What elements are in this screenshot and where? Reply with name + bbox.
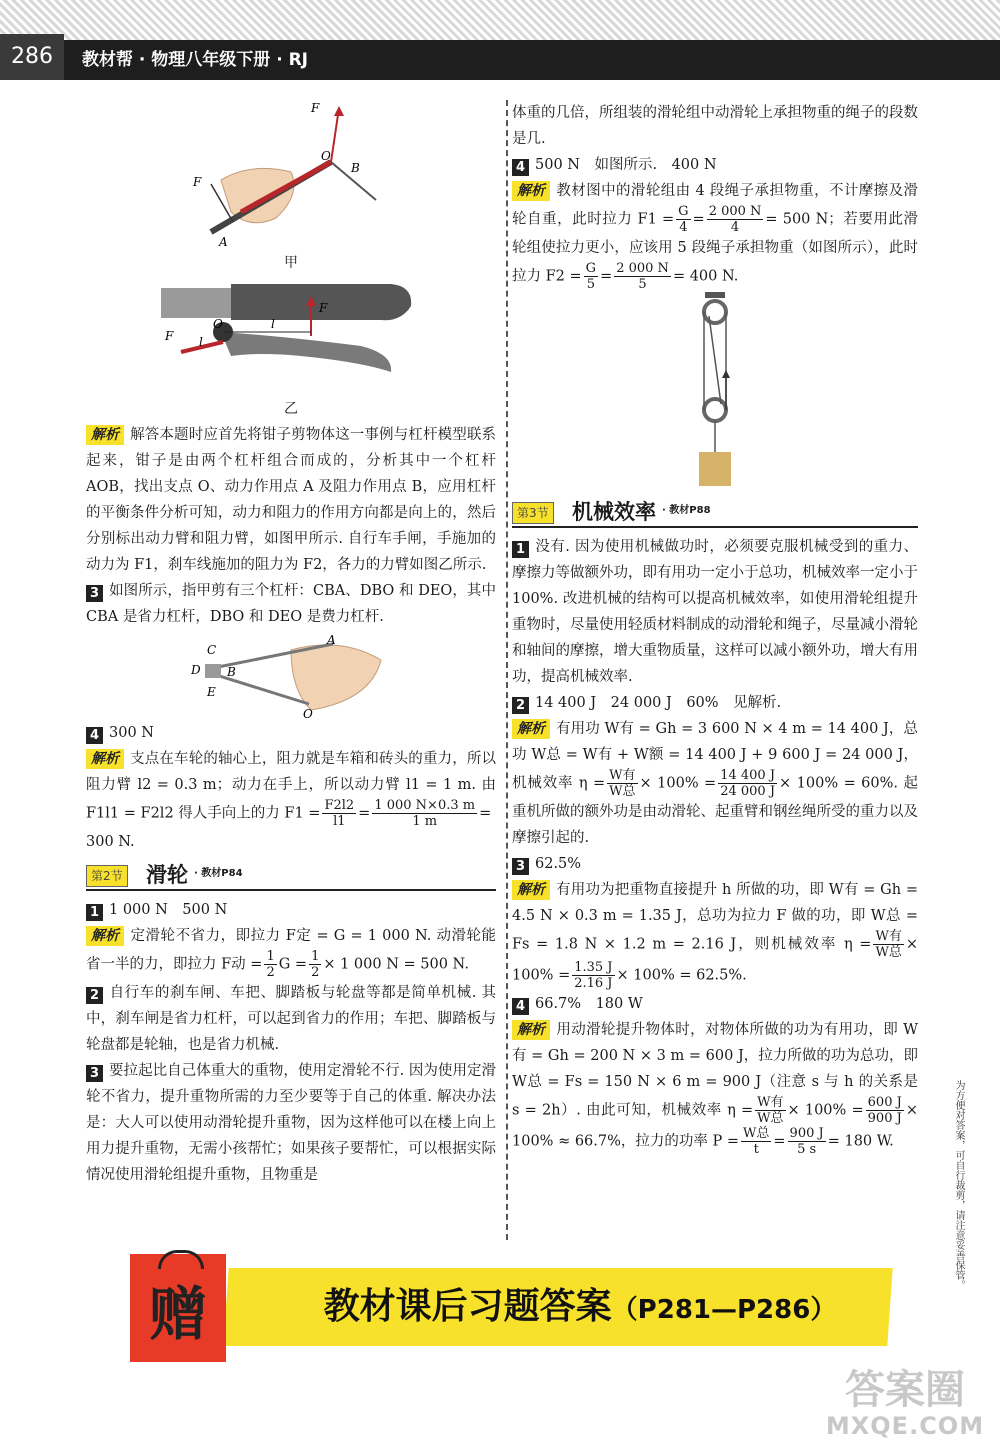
q4-result: 300 N. — [86, 834, 135, 850]
fraction: $\frac{1}{2}$ — [311, 949, 320, 980]
s3-q3-analysis: 解析 有用功为把重物直接提升 h 所做的功，即 W有 = Gh = 4.5 N × 0.3 m = 1.35 J，总功为拉力 F 做的功，即 W总 = Fs = 1.8 N × 1.2 m = 2.16 J，则机械效率 η = $\frac{\text{W有}}{\text{W总}}$ × 100% = $\frac{1.35 J}{2.16 J}$ × 100% = 62.5%. — [512, 882, 918, 991]
pliers-figure — [181, 100, 401, 250]
fig-label-F1: F — [193, 175, 202, 189]
fig-label-A: A — [219, 235, 228, 249]
brake-figure — [161, 276, 421, 396]
s3-q4: 4 66.7% 180 W — [512, 991, 918, 1017]
section-title: 机械效率 — [572, 500, 656, 524]
left-column — [86, 100, 496, 1188]
gift-box-icon — [130, 1254, 226, 1362]
section-ref: · 教材P84 — [194, 868, 243, 879]
s2-q2: 2 自行车的刹车闸、车把、脚踏板与轮盘等都是简单机械. 其中，刹车闸是省力杠杆，可以起到省力的作用；车把、脚踏板与轮盘都是轮轴，也是省力机械. — [86, 985, 496, 1053]
gift-bow-icon — [158, 1250, 204, 1269]
fig-label-E: E — [207, 685, 216, 699]
fig-label-Oc: O — [303, 707, 313, 720]
s2-q4: 4 500 N 如图所示. 400 N — [512, 152, 918, 178]
fig-yi-caption: 乙 — [284, 401, 298, 417]
fig-label-Ac: A — [327, 633, 336, 647]
q4-analysis: 解析 支点在车轮的轴心上，阻力就是车箱和砖头的重力，所以阻力臂 l2 = 0.3 m；动力在手上，所以动力臂 l1 = 1 m. 由F1l1 = F2l2 得人手向上的力 F1 = $\frac{F2l2}{l1}$ = $\frac{1 000 N\times 0.3 m}{1 m}$ = — [86, 751, 496, 829]
section-2-heading — [86, 859, 496, 891]
fig-label-C: C — [207, 643, 217, 657]
fig-label-F2b: F — [165, 329, 174, 343]
s2-q3-continued: 体重的几倍，所组装的滑轮组中动滑轮上承担物重的绳子的段数是几. — [512, 105, 918, 147]
fraction: $\frac{14 400 J}{24 000 J}$ — [720, 768, 776, 799]
s2-q3: 3 要拉起比自己体重大的重物，使用定滑轮不行. 因为使用定滑轮不省力，提升重物所需的力至少要等于自己的体重. 解决办法是：大人可以使用动滑轮提升重物，因为这样他可以在楼上向上用力提升重物，无需小孩帮忙；如果孩子要帮忙，可以根据实际情况使用滑轮组提升重物，且物重是 — [86, 1063, 496, 1183]
fraction: $\frac{\text{W有}}{\text{W总}}$ — [609, 768, 636, 799]
fraction: $\frac{2 000 N}{5}$ — [616, 261, 669, 292]
section-3-heading — [512, 496, 918, 528]
watermark-line1: 答案圈 — [845, 1367, 965, 1413]
fraction: $\frac{1}{2}$ — [266, 949, 275, 980]
analysis-tag: 解析 — [86, 425, 124, 445]
fraction: $\frac{600 J}{900 J}$ — [867, 1095, 902, 1126]
section-title: 滑轮 — [146, 863, 188, 887]
s3-q2-analysis: 解析 有用功 W有 = Gh = 3 600 N × 4 m = 14 400 J，总功 W总 = W有 + W额 = 14 400 J + 9 600 J = 24 000 J，机械效率 η = $\frac{\text{W有}}{\text{W总}}$ × 100% = $\frac{14 400 J}{24 000 J}$ × 100% = 60%. 起重机所做的额外功是由动滑轮、起重臂和钢丝绳所受的重力以及摩擦引起的. — [512, 721, 918, 846]
q4-number: 4 — [86, 727, 103, 744]
banner-range: （P281—P286） — [611, 1295, 837, 1325]
s2-q1-analysis: 解析 定滑轮不省力，即拉力 F定 = G = 1 000 N. 动滑轮能省一半的力，即拉力 F动 = $\frac{1}{2}$ G = $\frac{1}{2}$ × 1 000 N = 500 N. — [86, 928, 496, 980]
s3-q3: 3 62.5% — [512, 851, 918, 877]
fig-label-l2: l — [199, 335, 203, 349]
book-title: 教材帮 · 物理八年级下册 · RJ — [82, 50, 309, 70]
watermark — [820, 1368, 990, 1440]
q3: 3 如图所示，指甲剪有三个杠杆：CBA、DBO 和 DEO，其中 CBA 是省力杠杆，DBO 和 DEO 是费力杠杆. — [86, 583, 496, 625]
header-stripe — [0, 0, 1000, 40]
q4: 4 300 N — [86, 720, 496, 746]
fig-label-Bc: B — [227, 665, 236, 679]
fig-label-B: B — [351, 161, 360, 175]
fraction: $\frac{\text{W总}}{t}$ — [743, 1126, 770, 1157]
fig-label-Ob: O — [213, 317, 223, 331]
fraction: $\frac{900 J}{5 s}$ — [789, 1126, 824, 1157]
side-note: 为方便对答案，可自行裁剪，请注意妥善保管。 — [953, 1080, 964, 1290]
fig-label-F2: F — [311, 101, 320, 115]
fraction: $\frac{1.35 J}{2.16 J}$ — [574, 960, 613, 991]
column-divider — [506, 100, 508, 1240]
fraction: $\frac{G}{5}$ — [585, 261, 597, 292]
q3-number: 3 — [86, 585, 103, 602]
section-badge: 第3节 — [512, 502, 554, 524]
gift-char: 赠 — [148, 1280, 207, 1348]
fraction: $\frac{1 000 N\times 0.3 m}{1 m}$ — [374, 798, 476, 829]
fig-label-l1: l — [271, 317, 275, 331]
fig-label-F1b: F — [319, 301, 328, 315]
right-column — [512, 100, 918, 1157]
fraction: $\frac{2 000 N}{4}$ — [708, 204, 762, 235]
nail-clipper-figure — [191, 630, 391, 720]
s2-q1: 1 1 000 N 500 N — [86, 897, 496, 923]
banner-title: 教材课后习题答案（P281—P286） — [323, 1286, 837, 1327]
fig-label-O: O — [321, 149, 331, 163]
s2-q4-analysis: 解析 教材图中的滑轮组由 4 段绳子承担物重，不计摩擦及滑轮自重，此时拉力 F1 = $\frac{G}{4}$ = $\frac{2 000 N}{4}$ = 500 N；若要用此滑轮组使拉力更小，应该用 5 段绳子承担物重（如图所示），此时拉力 F2 = $\frac{G}{5}$ = $\frac{2 000 N}{5}$ = 400 N. — [512, 183, 918, 292]
s3-q2: 2 14 400 J 24 000 J 60% 见解析. — [512, 690, 918, 716]
s3-q1: 1 没有. 因为使用机械做功时，必须要克服机械受到的重力、摩擦力等做额外功，即有用功一定小于总功，机械效率一定小于 100%. 改进机械的结构可以提高机械效率，如使用滑轮组提升重物时，尽量使用轻质材料制成的动滑轮和绳子，尽量减小滑轮和轴间的摩擦，增大重物质量，这样可以减小额外功，增大有用功，提高机械效率. — [512, 539, 918, 685]
fig-jia-caption: 甲 — [284, 255, 298, 271]
s3-q4-analysis: 解析 用动滑轮提升物体时，对物体所做的功为有用功，即 W有 = Gh = 200 N × 3 m = 600 J，拉力所做的功为总功，即 W总 = Fs = 150 N × 6 m = 900 J（注意 s 与 h 的关系是 s = 2h）. 由此可知，机械效率 η = $\frac{\text{W有}}{\text{W总}}$ × 100% = $\frac{600 J}{900 J}$ × 100% ≈ 66.7%，拉力的功率 P = $\frac{\text{W总}}{t}$ = $\frac{900 J}{5 s}$ = 180 W. — [512, 1022, 918, 1157]
fraction: $\frac{F2l2}{l1}$ — [324, 798, 355, 829]
section-ref: · 教材P88 — [662, 505, 711, 516]
bottom-banner — [130, 1254, 890, 1362]
section-badge: 第2节 — [86, 865, 128, 887]
fig-label-D: D — [191, 663, 201, 677]
page-number: 286 — [0, 34, 64, 80]
watermark-line2: MXQE.COM — [825, 1412, 985, 1440]
q2-analysis: 解析 解答本题时应首先将钳子剪物体这一事例与杠杆模型联系起来，钳子是由两个杠杆组合而成的，分析其中一个杠杆 AOB，找出支点 O、动力作用点 A 及阻力作用点 B，应用杠杆的平衡条件分析可知，动力和阻力的作用方向都是向上的，然后分别标出动力臂和阻力臂，如图甲所示. 自行车手闸，手施加的动力为 F1，刹车线施加的阻力为 F2，各力的力臂如图乙所示. — [86, 427, 496, 573]
fraction: $\frac{\text{W有}}{\text{W总}}$ — [757, 1095, 784, 1126]
fraction: $\frac{\text{W有}}{\text{W总}}$ — [875, 929, 902, 960]
fraction: $\frac{G}{4}$ — [678, 204, 689, 235]
pulley-figure — [685, 292, 745, 492]
